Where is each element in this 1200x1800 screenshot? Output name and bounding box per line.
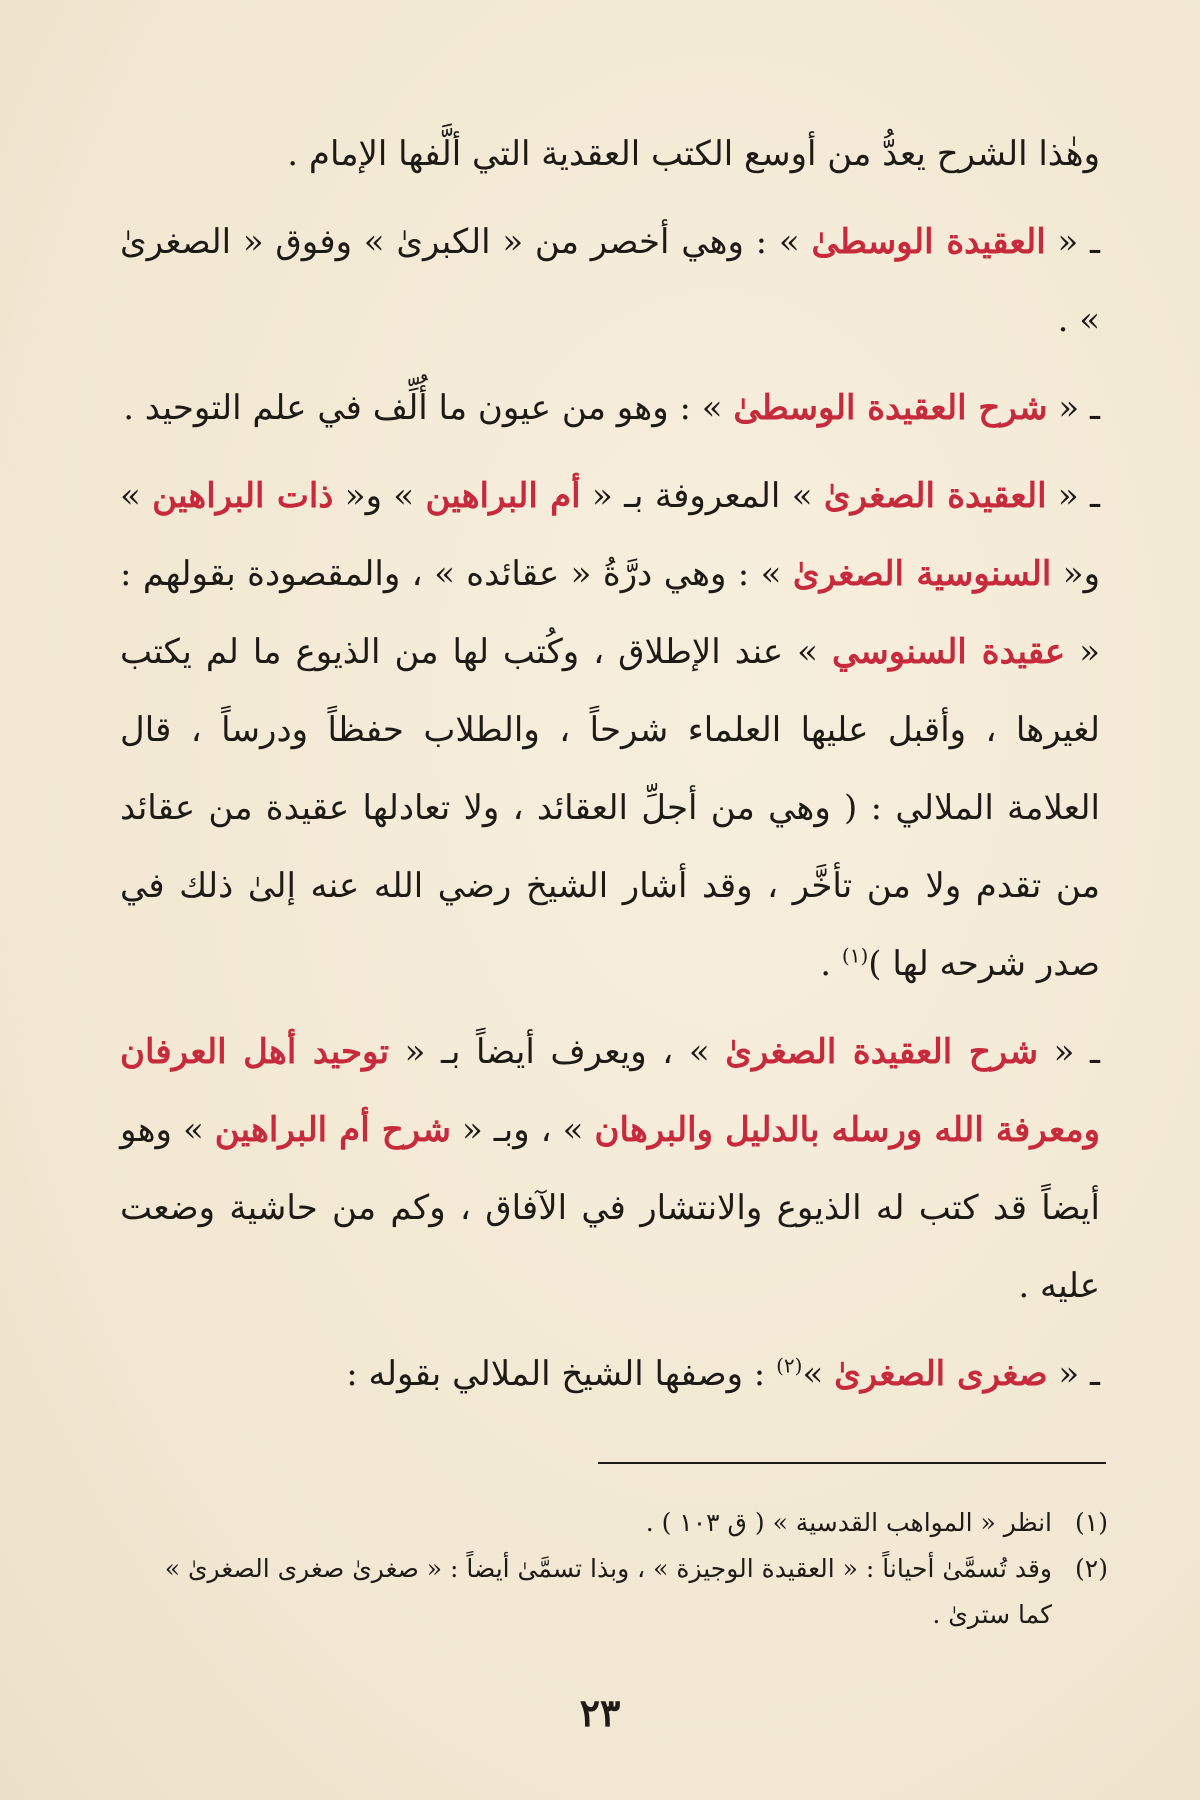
text-run: : وصفها الشيخ الملالي بقوله : <box>346 1354 777 1394</box>
book-title-highlight: عقيدة السنوسي <box>831 632 1066 672</box>
book-title-highlight: أم البراهين <box>425 476 581 516</box>
paragraph <box>120 203 1100 359</box>
text-run: ـ « <box>1047 1354 1100 1394</box>
paragraph <box>120 1013 1100 1325</box>
footnote-separator <box>598 1462 1106 1464</box>
book-title-highlight: صغرى الصغرىٰ <box>834 1354 1048 1394</box>
text-run: » ، وبـ « <box>450 1110 595 1150</box>
footnotes <box>130 1500 1108 1638</box>
book-title-highlight: شرح العقيدة الصغرىٰ <box>725 1032 1039 1072</box>
book-title-highlight: العقيدة الصغرىٰ <box>823 476 1047 516</box>
text-run: » و« <box>120 476 1100 594</box>
footnote-reference: (١) <box>841 943 869 968</box>
footnote-reference: (٢) <box>776 1353 803 1378</box>
footnote-number: (٢) <box>1075 1554 1108 1583</box>
text-run: ـ « <box>1045 222 1100 262</box>
footnote-number: (١) <box>1075 1508 1108 1537</box>
text-run: » و« <box>333 476 426 516</box>
book-title-highlight: شرح العقيدة الوسطىٰ <box>733 388 1048 428</box>
main-text <box>120 115 1100 1423</box>
book-title-highlight: العقيدة الوسطىٰ <box>811 222 1046 262</box>
text-run: ـ « <box>1038 1032 1101 1072</box>
footnote-text: انظر « المواهب القدسية » ( ق ١٠٣ ) . <box>645 1508 1052 1537</box>
text-run: » : وهو من عيون ما أُلِّف في علم التوحيد . <box>123 388 734 428</box>
footnote <box>130 1546 1108 1638</box>
book-title-highlight: السنوسية الصغرىٰ <box>792 554 1052 594</box>
text-run: » المعروفة بـ « <box>580 476 824 516</box>
page-number: ٢٣ <box>579 1690 621 1735</box>
text-run: » ، ويعرف أيضاً بـ « <box>389 1032 726 1072</box>
paragraph <box>120 1335 1100 1413</box>
text-run: » : وهي درَّةُ « عقائده » ، والمقصودة بقولهم : « <box>120 554 1101 672</box>
text-run: ـ « <box>1046 476 1100 516</box>
paragraph <box>120 369 1100 447</box>
text-run: » <box>802 1354 835 1394</box>
text-run: ـ « <box>1047 388 1100 428</box>
footnote <box>130 1500 1108 1546</box>
text-run: » عند الإطلاق ، وكُتب لها من الذيوع ما لم يكتب لغيرها ، وأقبل عليها العلماء شرحاً ، والطلاب حفظاً ودرساً ، قال العلامة الملالي : ( وهي من أجلِّ العقائد ، ولا تعادلها عقيدة من عقائد من تقدم ولا من تأخَّر ، وقد أشار الشيخ رضي الله عنه إلىٰ ذلك في صدر شرحه لها ) <box>120 632 1100 984</box>
book-title-highlight: توحيد أهل العرفان ومعرفة الله ورسله بالدليل والبرهان <box>120 1032 1100 1150</box>
paragraph <box>120 457 1100 1003</box>
paragraph <box>120 115 1100 193</box>
text-run: . <box>820 944 842 984</box>
book-title-highlight: شرح أم البراهين <box>214 1110 451 1150</box>
book-title-highlight: ذات البراهين <box>152 476 334 516</box>
text-run: » وهو أيضاً قد كتب له الذيوع والانتشار في الآفاق ، وكم من حاشية وضعت عليه . <box>120 1110 1100 1306</box>
footnote-text: وقد تُسمَّىٰ أحياناً : « العقيدة الوجيزة » ، وبذا تسمَّىٰ أيضاً : « صغرىٰ صغرى الصغرىٰ » كما سترىٰ . <box>164 1554 1052 1629</box>
text-run: » : وهي أخصر من « الكبرىٰ » وفوق « الصغرىٰ » . <box>120 222 1100 340</box>
text-run: وهٰذا الشرح يعدُّ من أوسع الكتب العقدية التي ألَّفها الإمام . <box>287 134 1100 174</box>
